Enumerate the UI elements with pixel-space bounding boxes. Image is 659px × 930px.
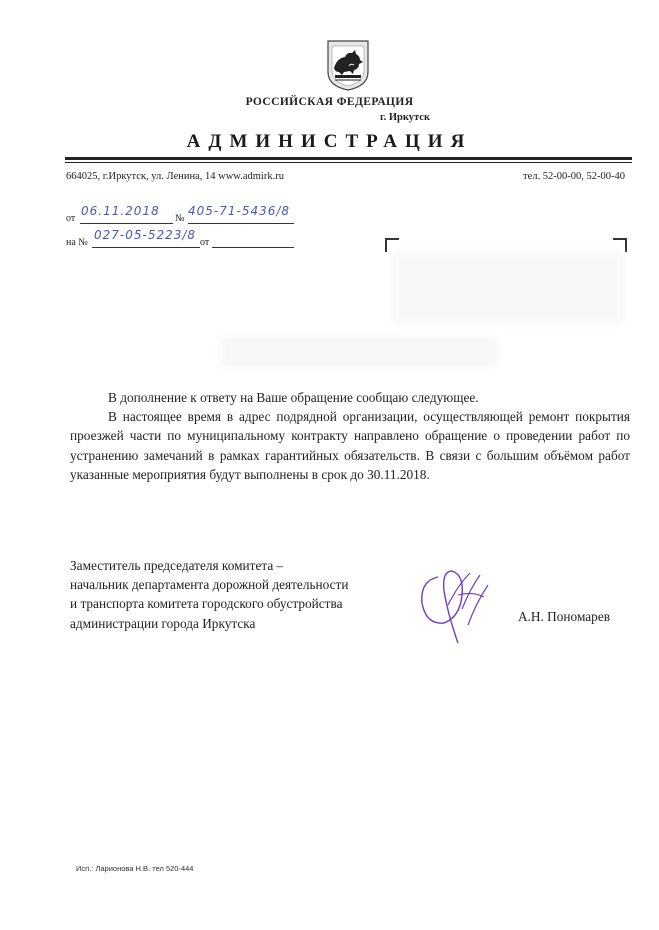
country-name: РОССИЙСКАЯ ФЕДЕРАЦИЯ: [245, 96, 414, 108]
number-underline: [188, 223, 294, 224]
signatory-title-line: и транспорта комитета городского обустройства: [70, 596, 343, 612]
date-handwritten: 06.11.2018: [81, 204, 160, 218]
executor-info: Исп.: Ларионова Н.В. тел 520-444: [76, 864, 194, 873]
number-prefix: №: [175, 213, 185, 224]
signatory-title: [70, 556, 410, 633]
reply-date-prefix: от: [200, 237, 210, 248]
date-underline: [80, 223, 173, 224]
organization-phone: тел. 52-00-00, 52-00-40: [523, 171, 625, 182]
signatory-title-line: Заместитель председателя комитета –: [70, 558, 284, 573]
signatory-name: А.Н. Пономарев: [518, 609, 610, 624]
date-prefix: от: [66, 213, 76, 224]
addressee-corner-right: [613, 238, 627, 252]
body-paragraph: В дополнение к ответу на Ваше обращение сообщаю следующее.: [108, 390, 479, 405]
header-divider: [65, 157, 632, 160]
body-paragraph: В настоящее время в адрес подрядной организации, осуществляющей ремонт покрытия проезжей части по муниципальному контракту направлено обращение о проведении работ по устранению замечаний в рамках гарантийных обязательств. В связи с большим объёмом работ указанные мероприятия будут выполнены в срок до 30.11.2018.: [70, 409, 630, 482]
number-handwritten: 405-71-5436/8: [188, 204, 291, 218]
addressee-redacted: [392, 252, 624, 324]
addressee-corner-left: [385, 238, 399, 252]
signatory-title-line: начальник департамента дорожной деятельности: [70, 577, 349, 593]
reply-number-underline: [92, 247, 200, 248]
signatory-title-line: администрации города Иркутска: [70, 615, 256, 631]
reply-number-handwritten: 027-05-5223/8: [94, 228, 197, 242]
organization-title: АДМИНИСТРАЦИЯ: [186, 131, 473, 152]
reply-prefix: на №: [66, 237, 88, 248]
header-divider-thin: [65, 162, 632, 163]
handwritten-signature-icon: [418, 565, 498, 647]
organization-address: 664025, г.Иркутск, ул. Ленина, 14 www.admirk.ru: [66, 171, 284, 182]
reply-date-underline: [212, 247, 294, 248]
city-name: г. Иркутск: [380, 112, 430, 123]
salutation-redacted: [220, 338, 498, 366]
letter-body: [70, 388, 630, 484]
coat-of-arms-icon: [325, 38, 371, 92]
